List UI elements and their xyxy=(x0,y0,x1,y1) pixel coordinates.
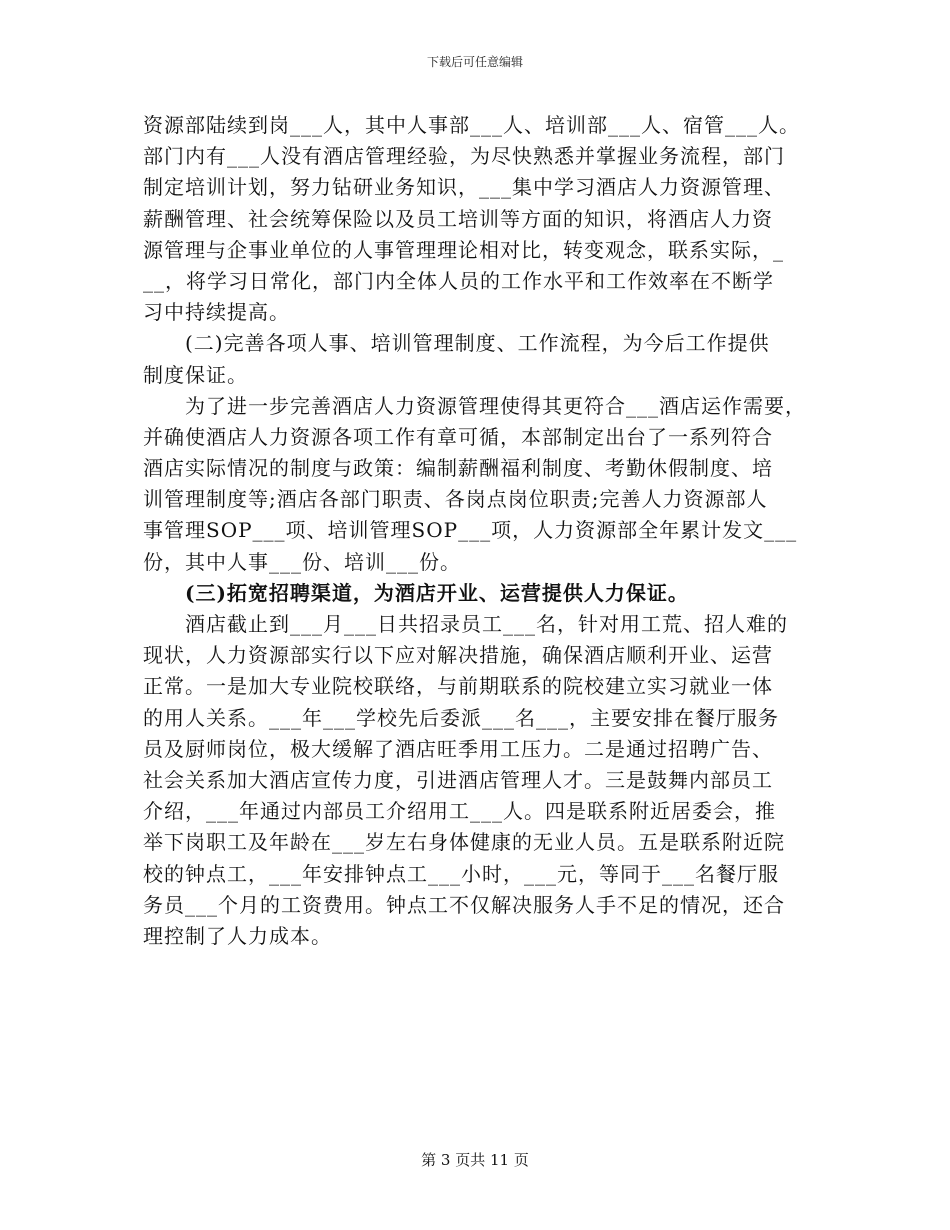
page-footer: 第 3 页共 11 页 xyxy=(421,1151,529,1169)
document-body xyxy=(143,110,813,952)
text-line: 训管理制度等;酒店各部门职责、各岗点岗位职责;完善人力资源部人 xyxy=(143,487,768,512)
text-line: 的用人关系。___年___学校先后委派___名___，主要安排在餐厅服务 xyxy=(143,705,779,730)
text-line: 习中持续提高。 xyxy=(143,300,290,325)
text-line: 薪酬管理、社会统筹保险以及员工培训等方面的知识，将酒店人力资 xyxy=(143,206,773,231)
text-line: 份，其中人事___份、培训___份。 xyxy=(143,549,461,574)
text-line: 制度保证。 xyxy=(143,362,248,387)
text-line: 资源部陆续到岗___人，其中人事部___人、培训部___人、宿管___人。 xyxy=(143,113,800,137)
section-heading-3: (三)拓宽招聘渠道，为酒店开业、运营提供人力保证。 xyxy=(143,580,689,605)
text-line: 为了进一步完善酒店人力资源管理使得其更符合___酒店运作需要， xyxy=(143,393,806,418)
text-line: 员及厨师岗位，极大缓解了酒店旺季用工压力。二是通过招聘广告、 xyxy=(143,736,773,761)
text-line: 正常。一是加大专业院校联络，与前期联系的院校建立实习就业一体 xyxy=(143,674,773,699)
text-line: 制定培训计划，努力钻研业务知识，___集中学习酒店人力资源管理、 xyxy=(143,175,785,200)
text-line: 源管理与企事业单位的人事管理理论相对比，转变观念，联系实际，_ xyxy=(143,237,784,262)
text-line: 社会关系加大酒店宣传力度，引进酒店管理人才。三是鼓舞内部员工 xyxy=(143,767,773,792)
text-line: 并确使酒店人力资源各项工作有章可循，本部制定出台了一系列符合 xyxy=(143,424,773,449)
page-header: 下载后可任意编辑 xyxy=(426,55,523,69)
text-line: 现状，人力资源部实行以下应对解决措施，确保酒店顺利开业、运营 xyxy=(143,643,773,668)
text-line: 务员___个月的工资费用。钟点工不仅解决服务人手不足的情况，还合 xyxy=(143,892,785,917)
text-line: 介绍，___年通过内部员工介绍用工___人。四是联系附近居委会，推 xyxy=(143,799,776,824)
text-line: 校的钟点工，___年安排钟点工___小时，___元，等同于___名餐厅服 xyxy=(143,861,779,886)
text-line: 酒店实际情况的制度与政策：编制薪酬福利制度、考勤休假制度、培 xyxy=(143,456,773,481)
text-line: 举下岗职工及年龄在___岁左右身体健康的无业人员。五是联系附近院 xyxy=(143,830,785,855)
text-line: 酒店截止到___月___日共招录员工___名，针对用工荒、招人难的 xyxy=(143,612,788,636)
text-line: 理控制了人力成本。 xyxy=(143,923,332,948)
section-heading-2: (二)完善各项人事、培训管理制度、工作流程，为今后工作提供 xyxy=(143,331,770,356)
text-line: 事管理SOP___项、培训管理SOP___项，人力资源部全年累计发文___ xyxy=(143,518,798,543)
text-line: __，将学习日常化，部门内全体人员的工作水平和工作效率在不断学 xyxy=(143,268,774,293)
text-line: 部门内有___人没有酒店管理经验，为尽快熟悉并掌握业务流程，部门 xyxy=(143,144,785,169)
